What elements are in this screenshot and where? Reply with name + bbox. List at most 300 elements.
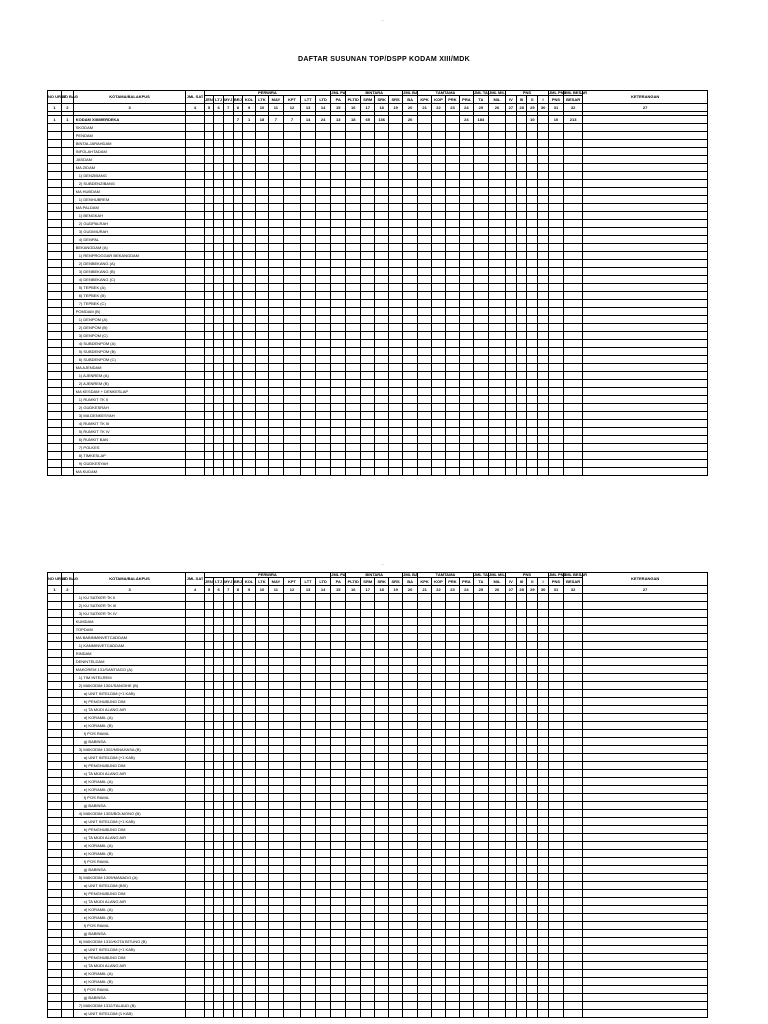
header-number-cell: 15 [331,104,346,112]
cell-value [488,818,505,826]
cell-value [186,388,204,396]
cell-value [268,650,283,658]
cell-value [283,746,300,754]
cell-value [331,802,346,810]
cell-value [331,172,346,180]
cell-value [583,626,708,634]
header-pns: PNS [506,573,549,578]
cell-value [459,826,473,834]
cell-value [488,594,505,602]
cell-value [214,642,224,650]
cell-value [361,308,375,316]
header-jml-sat: JML SAT [186,91,204,104]
header-keterangan: KETERANGAN [583,91,708,104]
cell-value [268,180,283,188]
cell-value [403,618,418,626]
cell-value [548,954,563,962]
cell-value [283,866,300,874]
cell-value [459,986,473,994]
cell-value [316,308,331,316]
cell-value [283,364,300,372]
cell-value [459,156,473,164]
cell-value [375,986,389,994]
cell-value [459,762,473,770]
cell-value [527,618,538,626]
cell-value [418,228,432,236]
cell-value [331,610,346,618]
cell-value [506,348,517,356]
cell-value [268,460,283,468]
header-sub-col: BA [403,578,418,586]
cell-value [346,428,361,436]
cell-value [223,706,233,714]
cell-value [488,172,505,180]
table-row [48,882,708,890]
cell-value [361,994,375,1002]
cell-value [488,602,505,610]
cell-value: 7 [283,116,300,124]
cell-no-bag [61,460,73,468]
cell-value [243,906,256,914]
table-row [48,468,708,476]
cell-value [488,922,505,930]
cell-value [204,706,214,714]
cell-value [233,132,243,140]
cell-value [268,380,283,388]
cell-value [516,332,527,340]
cell-value [403,156,418,164]
cell-value [527,986,538,994]
cell-value [243,236,256,244]
cell-value [186,340,204,348]
cell-value [548,858,563,866]
cell-unit-name: MA BABINMINVETCADDAM [73,634,186,642]
cell-value [223,970,233,978]
cell-value [563,794,582,802]
cell-value [488,372,505,380]
cell-value [459,930,473,938]
cell-no-bag [61,986,73,994]
cell-value [268,196,283,204]
cell-no-bag [61,762,73,770]
cell-value [375,978,389,986]
cell-no-bag [61,324,73,332]
cell-no-urut [48,332,62,340]
cell-value [488,690,505,698]
cell-value [506,356,517,364]
cell-value [488,770,505,778]
cell-value [331,594,346,602]
cell-value [459,364,473,372]
cell-value [301,722,316,730]
table-row [48,268,708,276]
cell-value [223,858,233,866]
cell-value [186,356,204,364]
cell-value [583,874,708,882]
cell-value [243,954,256,962]
cell-value [527,714,538,722]
cell-value [459,994,473,1002]
cell-value [316,650,331,658]
cell-value [283,284,300,292]
cell-value [361,428,375,436]
cell-value [186,292,204,300]
cell-value [403,380,418,388]
cell-value [538,428,549,436]
header-sub-col: SRK [375,578,389,586]
cell-value [283,754,300,762]
table-row [48,690,708,698]
cell-value [233,930,243,938]
cell-value [268,348,283,356]
cell-value [256,746,269,754]
cell-value [223,594,233,602]
cell-value [459,196,473,204]
cell-value [204,252,214,260]
cell-value [432,156,446,164]
cell-value [389,994,403,1002]
cell-value [538,666,549,674]
cell-value [223,826,233,834]
cell-value [214,810,224,818]
cell-value [473,324,488,332]
cell-value [488,826,505,834]
cell-value [445,930,459,938]
cell-no-urut [48,348,62,356]
cell-value [316,730,331,738]
cell-value [488,930,505,938]
cell-value [506,906,517,914]
cell-value [361,228,375,236]
cell-value [432,658,446,666]
cell-value [527,866,538,874]
cell-value [563,842,582,850]
cell-value [186,746,204,754]
cell-no-urut [48,228,62,236]
cell-value [268,602,283,610]
cell-value [389,444,403,452]
cell-value [389,874,403,882]
cell-value [432,348,446,356]
cell-value [445,220,459,228]
cell-value [506,738,517,746]
cell-value [459,396,473,404]
cell-value [488,300,505,308]
cell-value [403,420,418,428]
cell-value [331,236,346,244]
cell-value [516,730,527,738]
cell-value [223,380,233,388]
cell-value [432,794,446,802]
cell-value [459,666,473,674]
cell-value [506,172,517,180]
cell-value [283,842,300,850]
cell-value [346,188,361,196]
cell-value [331,674,346,682]
cell-value [389,826,403,834]
cell-value [301,292,316,300]
cell-value [301,308,316,316]
cell-value [233,364,243,372]
cell-value [389,626,403,634]
table-row [48,260,708,268]
cell-no-urut [48,316,62,324]
cell-value [283,348,300,356]
cell-value [445,602,459,610]
header-number-cell: 11 [268,104,283,112]
cell-value [563,1010,582,1018]
cell-value [283,212,300,220]
cell-no-bag [61,1002,73,1010]
cell-value [389,204,403,212]
cell-value [389,284,403,292]
cell-value [445,914,459,922]
cell-value [233,220,243,228]
cell-value [527,156,538,164]
cell-value [223,698,233,706]
cell-unit-name: POMDAM (B) [73,308,186,316]
cell-value [488,244,505,252]
cell-value [527,882,538,890]
cell-value [389,802,403,810]
cell-value [418,906,432,914]
cell-value [256,794,269,802]
cell-unit-name: g) BABINSA [73,930,186,938]
cell-value [583,412,708,420]
cell-value [283,1010,300,1018]
cell-value [361,188,375,196]
cell-value [361,404,375,412]
cell-value [223,324,233,332]
header-sub-col: KOP [432,578,446,586]
cell-value [186,196,204,204]
cell-value [459,786,473,794]
cell-value [445,404,459,412]
cell-no-urut [48,204,62,212]
header-keterangan: KETERANGAN [583,573,708,586]
cell-value [204,340,214,348]
cell-value [316,618,331,626]
cell-value [243,730,256,738]
cell-value [316,172,331,180]
cell-value [223,738,233,746]
cell-value [243,962,256,970]
cell-value [527,978,538,986]
cell-value [301,332,316,340]
cell-value [361,778,375,786]
cell-value [186,420,204,428]
cell-value [331,188,346,196]
cell-value [223,452,233,460]
cell-value [527,244,538,252]
cell-value [389,674,403,682]
cell-value [563,930,582,938]
cell-value [256,292,269,300]
header-sub-col: PNS [548,96,563,104]
cell-unit-name: 4) DENBEKANG (C) [73,276,186,284]
cell-value [361,124,375,132]
cell-value [473,938,488,946]
table-row [48,188,708,196]
cell-value [506,970,517,978]
cell-value [538,340,549,348]
cell-value [243,340,256,348]
cell-value [186,674,204,682]
cell-value [527,228,538,236]
cell-value [243,124,256,132]
cell-value [403,340,418,348]
cell-value [538,786,549,794]
table-row [48,650,708,658]
cell-value [418,738,432,746]
cell-value [389,212,403,220]
cell-value [389,906,403,914]
cell-value [346,874,361,882]
cell-value [418,690,432,698]
cell-value [331,140,346,148]
cell-value [563,332,582,340]
cell-value [361,930,375,938]
cell-value [346,658,361,666]
cell-value [506,140,517,148]
cell-value [473,786,488,794]
cell-value [223,746,233,754]
cell-value [583,994,708,1002]
cell-no-bag [61,252,73,260]
cell-value [223,850,233,858]
cell-value [403,602,418,610]
table-row [48,116,708,124]
cell-value [432,228,446,236]
cell-value [301,802,316,810]
cell-value [268,922,283,930]
cell-value [375,172,389,180]
cell-value [418,204,432,212]
cell-value [204,316,214,324]
header-sub-col: I [538,578,549,586]
header-sub-col: III [516,578,527,586]
cell-value [204,738,214,746]
cell-value [473,148,488,156]
cell-value [375,356,389,364]
cell-value [488,874,505,882]
cell-value [204,228,214,236]
cell-value [403,428,418,436]
cell-value [389,938,403,946]
cell-value [418,634,432,642]
cell-value [186,236,204,244]
header-sub-col: LTK [256,578,269,586]
cell-value [361,682,375,690]
cell-value [214,938,224,946]
cell-value [418,938,432,946]
table-row [48,172,708,180]
cell-value [488,428,505,436]
cell-no-urut [48,436,62,444]
cell-value [548,188,563,196]
cell-value [389,348,403,356]
cell-value [233,404,243,412]
cell-value [223,618,233,626]
cell-value [214,610,224,618]
cell-value [459,348,473,356]
cell-value [375,842,389,850]
cell-value [459,634,473,642]
cell-value [548,340,563,348]
cell-unit-name: 1) AJENREM (A) [73,372,186,380]
cell-value [243,602,256,610]
cell-no-urut [48,252,62,260]
cell-value [403,690,418,698]
cell-value [488,938,505,946]
cell-value [186,276,204,284]
cell-value [548,356,563,364]
cell-value [268,994,283,1002]
cell-value [375,922,389,930]
cell-value [243,882,256,890]
cell-value [283,850,300,858]
cell-value [233,778,243,786]
cell-value [445,954,459,962]
cell-value [204,898,214,906]
cell-value [516,276,527,284]
cell-value [418,970,432,978]
cell-unit-name: c) TA MUDI ALANG AIR [73,834,186,842]
cell-value [583,340,708,348]
cell-no-urut [48,260,62,268]
cell-value [506,452,517,460]
cell-value [243,252,256,260]
cell-value [283,874,300,882]
cell-value [204,826,214,834]
cell-value [233,898,243,906]
cell-value [418,826,432,834]
cell-value [527,778,538,786]
cell-value [459,340,473,348]
cell-value [418,834,432,842]
cell-value [204,156,214,164]
cell-value [268,858,283,866]
cell-value [301,658,316,666]
cell-value [204,412,214,420]
cell-value [473,460,488,468]
cell-value [316,388,331,396]
cell-value [186,594,204,602]
cell-value [516,762,527,770]
cell-value [527,594,538,602]
table-row [48,388,708,396]
cell-value [583,770,708,778]
cell-value [233,380,243,388]
table-row [48,348,708,356]
cell-value [256,970,269,978]
cell-value [243,786,256,794]
cell-value [403,770,418,778]
table-row [48,666,708,674]
cell-value [256,850,269,858]
cell-value [389,770,403,778]
cell-value [233,396,243,404]
cell-no-urut [48,922,62,930]
cell-value [473,124,488,132]
cell-unit-name: a) UNIT INTELDIM (+1 KAB) [73,946,186,954]
header-number-cell: 15 [331,586,346,594]
cell-unit-name: d) KORAMIL (A) [73,842,186,850]
cell-unit-name: a) UNIT INTELDIM (+1 KAB) [73,818,186,826]
header-number-cell: 26 [488,586,505,594]
cell-unit-name: a) UNIT INTELDIM (+1 KAB) [73,690,186,698]
header-number-cell: 16 [346,586,361,594]
